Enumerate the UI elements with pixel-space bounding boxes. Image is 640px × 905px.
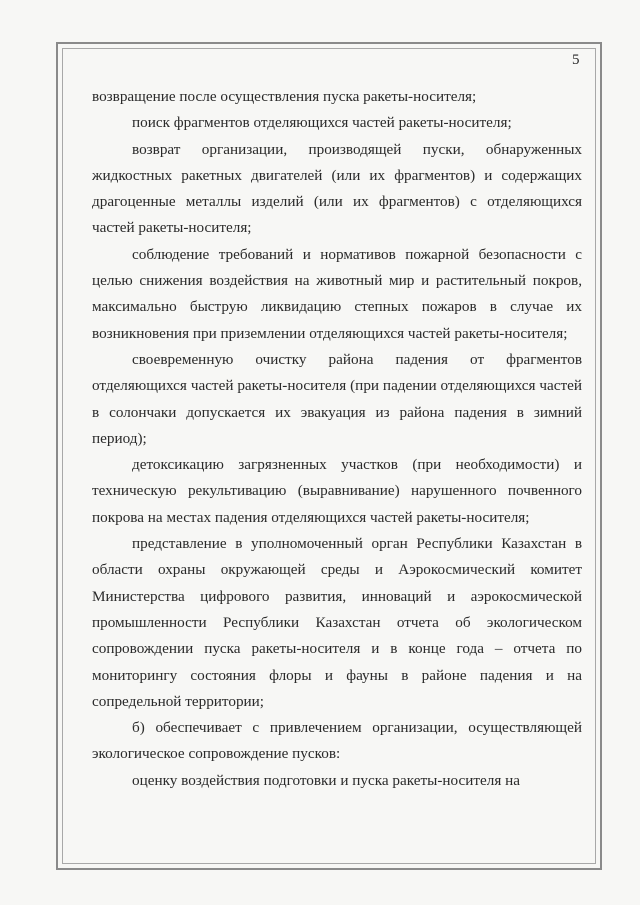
paragraph: возврат организации, производящей пуски, обнаруженных жидкостных ракетных двигателей (или их фрагментов) и содержащих драгоценные металлы изделий (или их фрагментов) с отделяющихся частей ракеты-носителя; — [92, 140, 582, 237]
paragraph: своевременную очистку района падения от фрагментов отделяющихся частей ракеты-носителя (при падении отделяющихся частей в солончаки допускается их эвакуация из района падения в зимний период); — [92, 350, 582, 447]
paragraph: оценку воздействия подготовки и пуска ракеты-носителя на — [132, 771, 520, 789]
paragraph: детоксикацию загрязненных участков (при необходимости) и техническую рекультивацию (выравнивание) нарушенного почвенного покрова на местах падения отделяющихся частей ракеты-носителя; — [92, 456, 582, 526]
paragraph: соблюдение требований и нормативов пожарной безопасности с целью снижения воздействия на животный мир и растительный покров, максимально быструю ликвидацию степных пожаров в случае их возникновения при приземлении отделяющихся частей ракеты-носителя; — [92, 245, 582, 342]
paragraph: б) обеспечивает с привлечением организации, осуществляющей экологическое сопровождение пусков: — [92, 719, 582, 763]
paragraph: возвращение после осуществления пуска ракеты-носителя; — [92, 88, 477, 105]
paragraph: поиск фрагментов отделяющихся частей ракеты-носителя; — [132, 114, 512, 132]
paragraph: представление в уполномоченный орган Республики Казахстан в области охраны окружающей среды и Аэрокосмический комитет Министерства цифрового развития, инноваций и аэрокосмической промышленности Республики Казахстан отчета об экологическом сопровождении пуска ракеты-носителя и в конце года – отчета по мониторингу состояния флоры и фауны в районе падения и на сопредельной территории; — [92, 535, 582, 710]
page-number: 5 — [572, 52, 580, 68]
body-text — [92, 84, 582, 794]
